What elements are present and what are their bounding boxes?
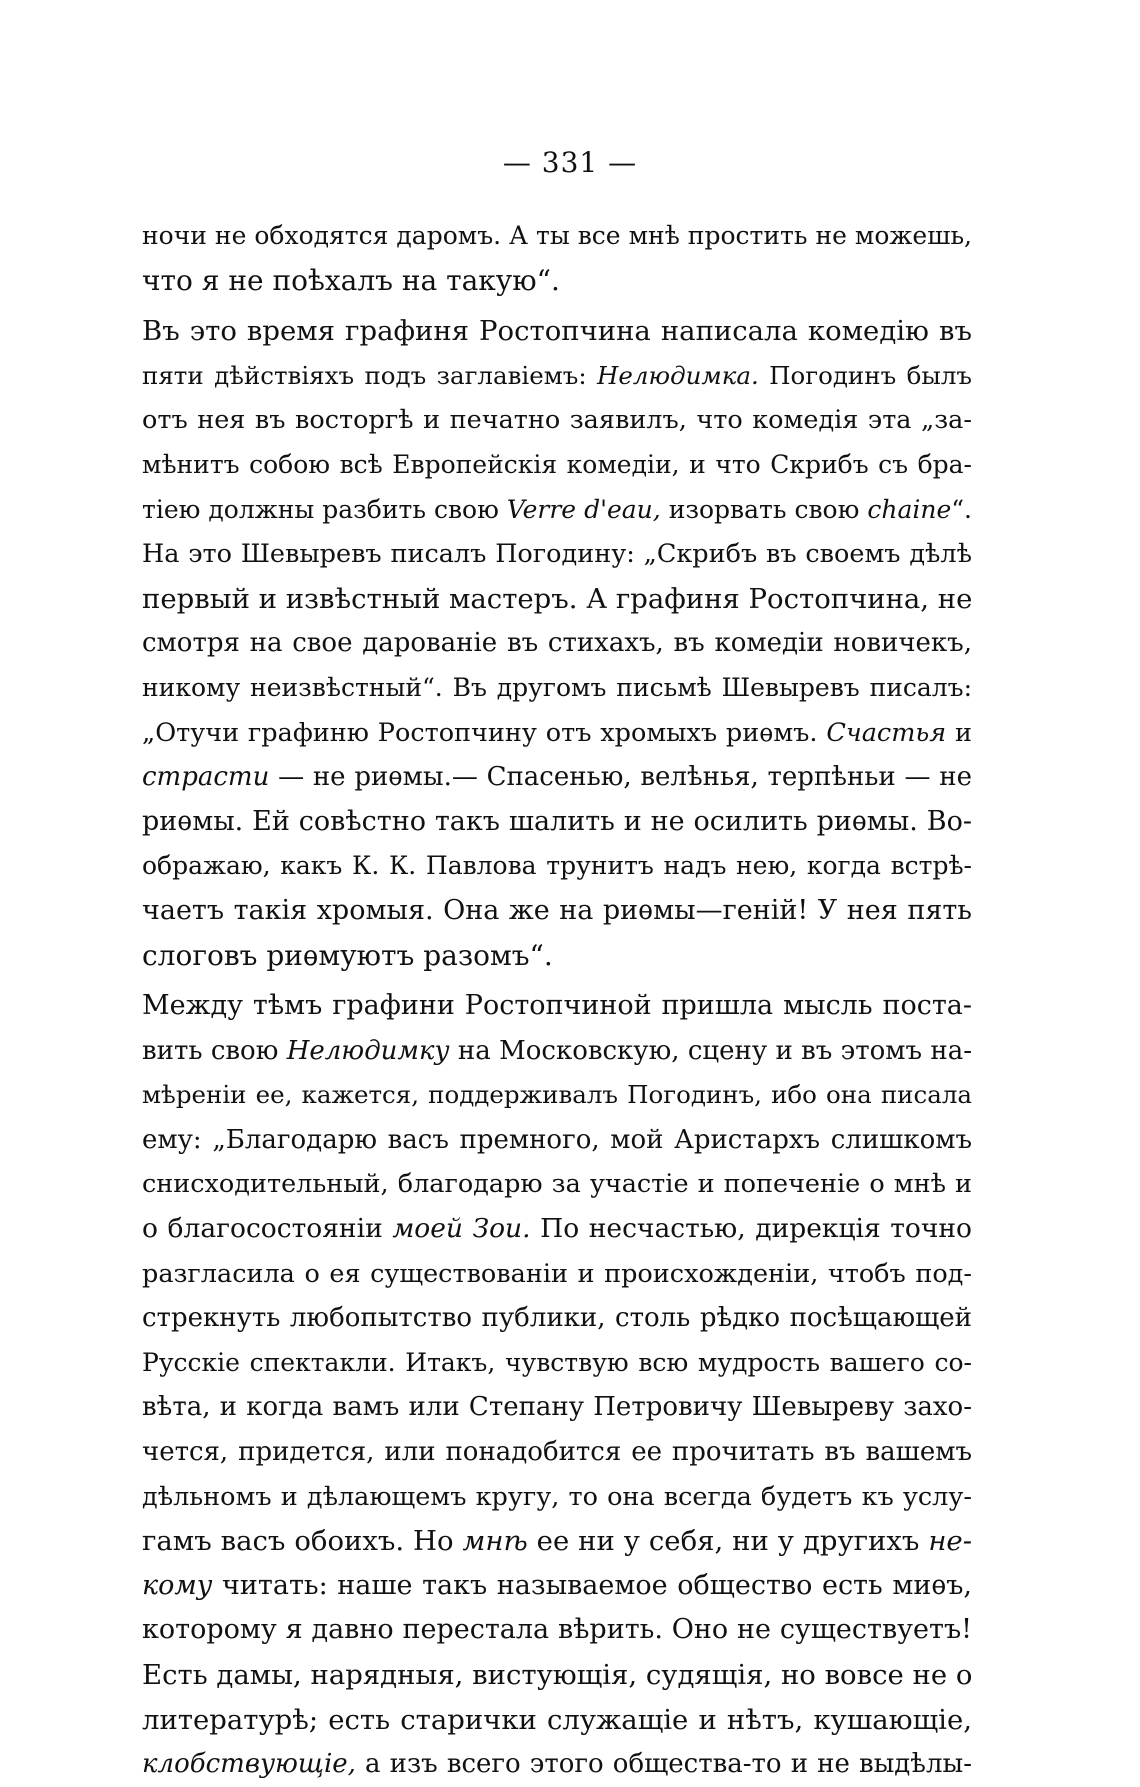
text-line <box>142 711 972 756</box>
text-segment: первый и извѣстный мастеръ. А графиня Ростопчина, не <box>142 582 973 615</box>
italic-text: страсти <box>142 762 270 793</box>
text-segment: литературѣ; есть старички служащіе и нѣтъ, кушающіе, <box>142 1703 972 1736</box>
text-line <box>142 934 972 979</box>
text-line <box>142 1430 972 1475</box>
text-line <box>142 1475 972 1520</box>
italic-text: мнѣ <box>462 1525 528 1558</box>
italic-text: chaine <box>867 494 952 524</box>
text-segment: снисходительный, благодарю за участіе и попеченіе о мнѣ и <box>142 1169 972 1200</box>
text-line <box>142 309 972 354</box>
text-line <box>142 398 972 443</box>
text-line <box>142 621 972 666</box>
text-line <box>142 1564 972 1609</box>
text-line <box>142 1118 972 1163</box>
page-number: — 331 — <box>502 146 638 179</box>
text-line <box>142 1341 972 1386</box>
text-segment: разгласила о ея существованіи и происхожденіи, чтобъ под- <box>142 1258 972 1289</box>
text-line <box>142 1653 972 1698</box>
body-text <box>142 214 972 1787</box>
text-segment: По несчастью, дирекція точно <box>530 1213 973 1245</box>
text-segment: ображаю, какъ К. К. Павлова трунитъ надъ нею, когда встрѣ- <box>142 851 972 881</box>
text-segment: дѣльномъ и дѣлающемъ кругу, то она всегда будетъ къ услу- <box>142 1481 972 1512</box>
italic-text: клобствующіе, <box>142 1749 356 1780</box>
text-segment: вить свою <box>142 1035 287 1066</box>
italic-text: Нелюдимку <box>286 1035 450 1066</box>
text-line <box>142 1162 972 1207</box>
text-segment: чаетъ такія хромыя. Она же на риѳмы—геній! У нея пять <box>142 894 972 926</box>
text-segment: никому неизвѣстный“. Въ другомъ письмѣ Шевыревъ писалъ: <box>142 672 972 702</box>
italic-text: моей Зои. <box>392 1213 531 1245</box>
italic-text: не- <box>928 1525 972 1558</box>
text-segment: Есть дамы, нарядныя, вистующія, судящія, но вовсе не о <box>142 1659 973 1691</box>
text-segment: чется, придется, или понадобится ее прочитать въ вашемъ <box>142 1437 972 1468</box>
text-line <box>142 1519 972 1564</box>
text-line <box>142 577 972 622</box>
text-segment: вѣта, и когда вамъ или Степану Петровичу Шевыреву захо- <box>142 1392 972 1423</box>
text-line <box>142 214 972 259</box>
text-line <box>142 800 972 845</box>
text-segment: Въ это время графиня Ростопчина написала комедію въ <box>142 315 972 348</box>
text-segment: читать: наше такъ называемое общество есть миѳъ, <box>212 1569 972 1601</box>
text-line <box>142 259 972 304</box>
text-segment: что я не поѣхалъ на такую“. <box>142 263 560 297</box>
text-segment: На это Шевыревъ писалъ Погодину: „Скрибъ въ своемъ дѣлѣ <box>142 539 972 570</box>
text-line <box>142 755 972 800</box>
text-segment: ночи не обходятся даромъ. А ты все мнѣ простить не можешь, <box>142 221 972 250</box>
text-line <box>142 1698 972 1743</box>
text-segment: — не риѳмы.— Спасенью, велѣнья, терпѣньи — не <box>269 762 972 793</box>
text-segment: риѳмы. Ей совѣстно такъ шалить и не осилить риѳмы. Во- <box>142 805 972 837</box>
text-segment: „Отучи графиню Ростопчину отъ хромыхъ риѳмъ. <box>142 717 827 748</box>
text-line <box>142 1207 972 1252</box>
text-line <box>142 1029 972 1074</box>
text-line <box>142 984 972 1029</box>
text-line <box>142 443 972 488</box>
text-segment: ему: „Благодарю васъ премного, мой Аристархъ слишкомъ <box>142 1124 972 1155</box>
text-segment: о благосостояніи <box>142 1213 393 1245</box>
text-segment: стрекнуть любопытство публики, столь рѣдко посѣщающей <box>142 1303 972 1334</box>
text-line <box>142 666 972 711</box>
text-segment: отъ нея въ восторгѣ и печатно заявилъ, что комедія эта „за- <box>142 405 972 436</box>
text-line <box>142 844 972 889</box>
text-line <box>142 1252 972 1297</box>
italic-text: Нелюдимка. <box>597 360 759 390</box>
text-segment: ее ни у себя, ни у другихъ <box>527 1525 929 1558</box>
text-segment: “. <box>951 494 972 524</box>
italic-text: Счастья <box>826 717 947 748</box>
text-segment: мѣнитъ собою всѣ Европейскія комедіи, и что Скрибъ съ бра- <box>142 449 972 479</box>
text-line <box>142 889 972 934</box>
text-line <box>142 1608 972 1653</box>
text-segment: изорвать свою <box>660 494 868 524</box>
text-line <box>142 354 972 399</box>
text-line <box>142 1742 972 1787</box>
text-segment: тіею должны разбить свою <box>142 494 507 524</box>
text-line <box>142 1073 972 1118</box>
text-segment: пяти дѣйствіяхъ подъ заглавіемъ: <box>142 360 598 390</box>
text-segment: Погодинъ былъ <box>758 360 973 390</box>
text-line <box>142 1385 972 1430</box>
italic-text: Verre d'eau, <box>506 494 661 524</box>
text-segment: Русскіе спектакли. Итакъ, чувствую всю мудрость вашего со- <box>142 1347 972 1377</box>
text-line <box>142 1296 972 1341</box>
text-segment: а изъ всего этого общества-то и не выдѣлы- <box>355 1749 972 1780</box>
text-segment: на Московскую, сцену и въ этомъ на- <box>449 1035 972 1066</box>
text-line <box>142 532 972 577</box>
text-segment: которому я давно перестала вѣрить. Оно не существуетъ! <box>142 1614 972 1646</box>
text-segment: Между тѣмъ графини Ростопчиной пришла мысль поста- <box>142 990 972 1022</box>
text-segment: мѣреніи ее, кажется, поддерживалъ Погодинъ, ибо она писала <box>142 1080 972 1110</box>
text-segment: гамъ васъ обоихъ. Но <box>142 1525 463 1558</box>
text-segment: смотря на свое дарованіе въ стихахъ, въ комедіи новичекъ, <box>142 628 972 659</box>
italic-text: кому <box>142 1569 213 1601</box>
text-segment: слоговъ риѳмуютъ разомъ“. <box>142 938 553 972</box>
text-line <box>142 488 972 533</box>
text-segment: и <box>946 717 972 748</box>
